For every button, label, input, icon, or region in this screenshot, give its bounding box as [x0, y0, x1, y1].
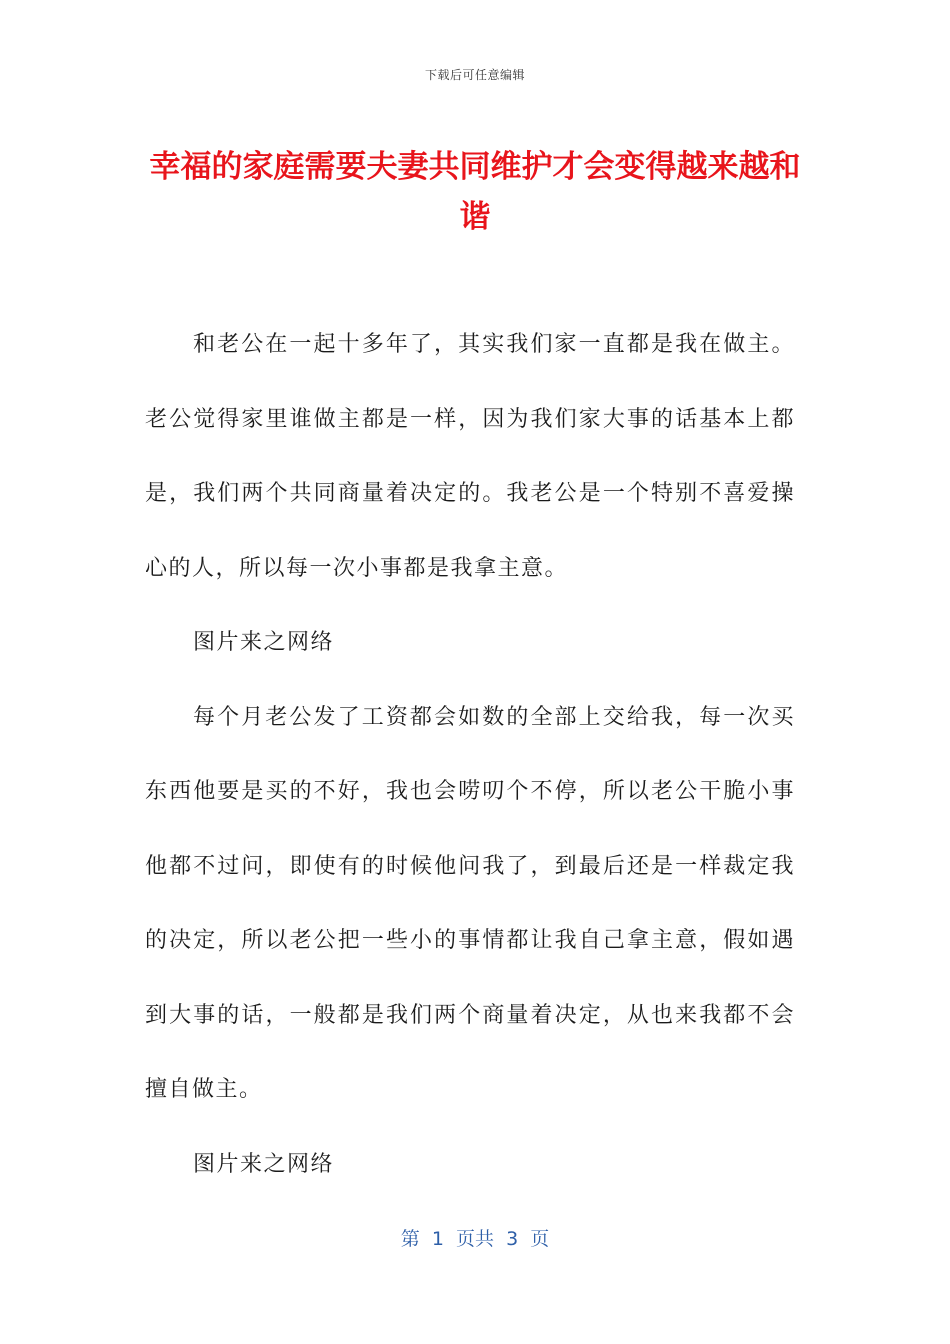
document-title: 幸福的家庭需要夫妻共同维护才会变得越来越和谐 [149, 149, 801, 235]
paragraph: 和老公在一起十多年了，其实我们家一直都是我在做主。老公觉得家里谁做主都是一样，因为我们家大事的话基本上都是，我们两个共同商量着决定的。我老公是一个特别不喜爱操心的人，所以每一次小事都是我拿主意。 [145, 332, 795, 581]
image-caption: 图片来之网络 [193, 1151, 335, 1177]
page-number-footer: 第 1 页共 3 页 [400, 1228, 550, 1250]
document-body [145, 308, 795, 1202]
paragraph: 每个月老公发了工资都会如数的全部上交给我，每一次买东西他要是买的不好，我也会唠叨个不停，所以老公干脆小事他都不过问，即使有的时候他问我了，到最后还是一样裁定我的决定，所以老公把一些小的事情都让我自己拿主意，假如遇到大事的话，一般都是我们两个商量着决定，从也来我都不会擅自做主。 [145, 704, 795, 1102]
header-note: 下载后可任意编辑 [424, 68, 525, 82]
image-caption: 图片来之网络 [193, 630, 335, 655]
